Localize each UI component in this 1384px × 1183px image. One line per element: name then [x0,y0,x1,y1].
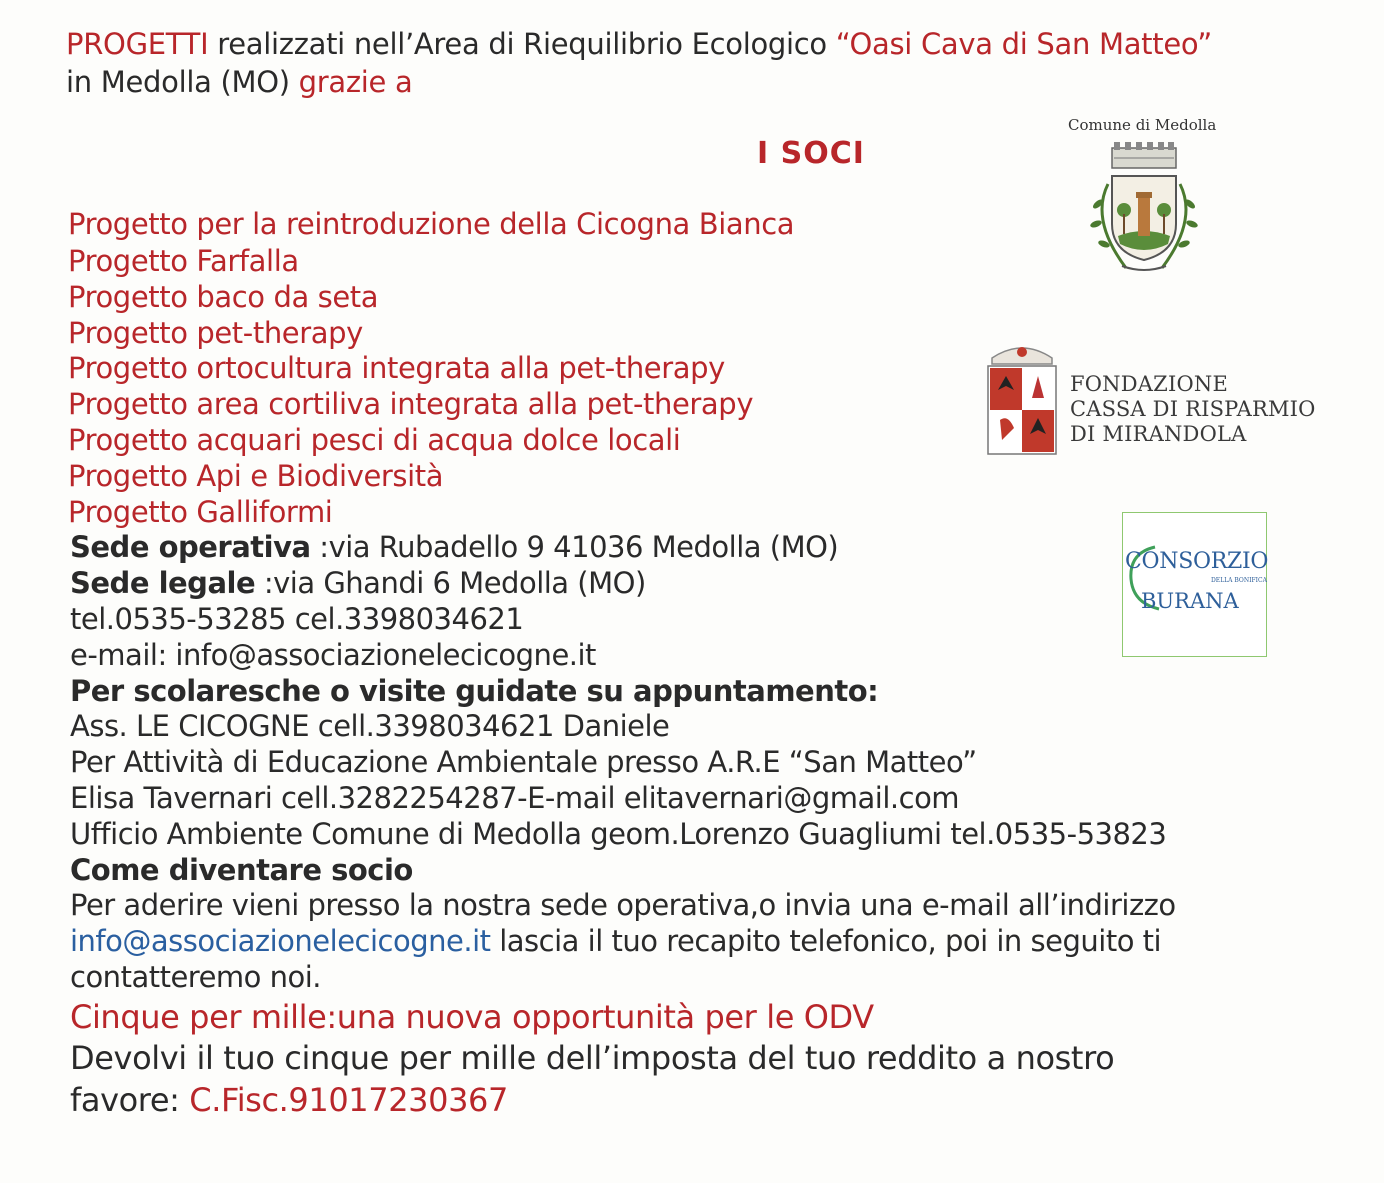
project-item: Progetto Galliformi [68,495,333,529]
cinque-line-1: Devolvi il tuo cinque per mille dell’imposta del tuo reddito a nostro [70,1039,1115,1077]
consorzio-main: CONSORZIO [1125,549,1269,574]
project-item: Progetto baco da seta [68,280,379,314]
header-line-2 [66,65,413,99]
ufficio-ambiente: Ufficio Ambiente Comune di Medolla geom.Lorenzo Guagliumi tel.0535-53823 [70,817,1167,851]
comune-crest-icon [1082,140,1206,278]
cinque-favore: favore: [70,1081,190,1119]
cinque-line-2 [70,1081,508,1119]
header-text: realizzati nell’Area di Riequilibrio Ecologico [208,27,836,61]
header-oasi: “Oasi Cava di San Matteo” [835,27,1212,61]
header-location: in Medolla (MO) [66,65,299,99]
educazione-ambientale: Per Attività di Educazione Ambientale presso A.R.E “San Matteo” [70,745,977,779]
fondazione-logo [982,342,1327,462]
fondazione-line: FONDAZIONE [1070,372,1228,396]
association-contact: Ass. LE CICOGNE cell.3398034621 Daniele [70,709,670,743]
phone-numbers: tel.0535-53285 cel.3398034621 [70,602,524,636]
scolaresche-heading: Per scolaresche o visite guidate su appuntamento: [70,674,879,708]
consorzio-burana-logo [1122,512,1267,657]
sede-operativa [70,530,839,564]
project-item: Progetto area cortiliva integrata alla pet-therapy [68,387,754,421]
project-item: Progetto ortocultura integrata alla pet-therapy [68,351,725,385]
sede-legale [70,566,646,600]
fondazione-line: DI MIRANDOLA [1070,422,1247,446]
membership-line-2-text: lascia il tuo recapito telefonico, poi in seguito ti [490,924,1162,958]
cinque-title: Cinque per mille:una nuova opportunità per le ODV [70,998,874,1036]
membership-email-link[interactable]: info@associazionelecicogne.it [70,924,491,958]
project-item: Progetto acquari pesci di acqua dolce locali [68,423,681,457]
fondazione-line: CASSA DI RISPARMIO [1070,397,1316,421]
soci-title: I SOCI [757,136,865,171]
comune-label: Comune di Medolla [1068,116,1217,134]
project-item: Progetto per la reintroduzione della Cicogna Bianca [68,207,795,241]
project-item: Progetto Api e Biodiversità [68,459,444,493]
consorzio-sub: DELLA BONIFICA [1211,577,1267,584]
fondazione-text [1070,372,1316,447]
membership-line-3: contatteremo noi. [70,960,322,994]
sede-legale-value: :via Ghandi 6 Medolla (MO) [255,566,646,600]
consorzio-name: BURANA [1141,589,1239,613]
sede-operativa-value: :via Rubadello 9 41036 Medolla (MO) [310,530,839,564]
project-item: Progetto pet-therapy [68,316,363,350]
membership-line-2 [70,924,1162,958]
header-grazie: grazie a [298,65,413,99]
email-contact: e-mail: info@associazionelecicogne.it [70,638,596,672]
membership-line-1: Per aderire vieni presso la nostra sede operativa,o invia una e-mail all’indirizzo [70,888,1176,922]
header-progetti: PROGETTI [66,27,209,61]
elisa-contact: Elisa Tavernari cell.3282254287-E-mail elitavernari@gmail.com [70,781,960,815]
header-line-1 [66,27,1212,61]
codice-fiscale: C.Fisc.91017230367 [189,1081,508,1119]
project-item: Progetto Farfalla [68,244,299,278]
sede-legale-label: Sede legale [70,566,256,600]
membership-title: Come diventare socio [70,853,413,887]
sede-operativa-label: Sede operativa [70,530,311,564]
fondazione-crest-icon [982,342,1062,460]
